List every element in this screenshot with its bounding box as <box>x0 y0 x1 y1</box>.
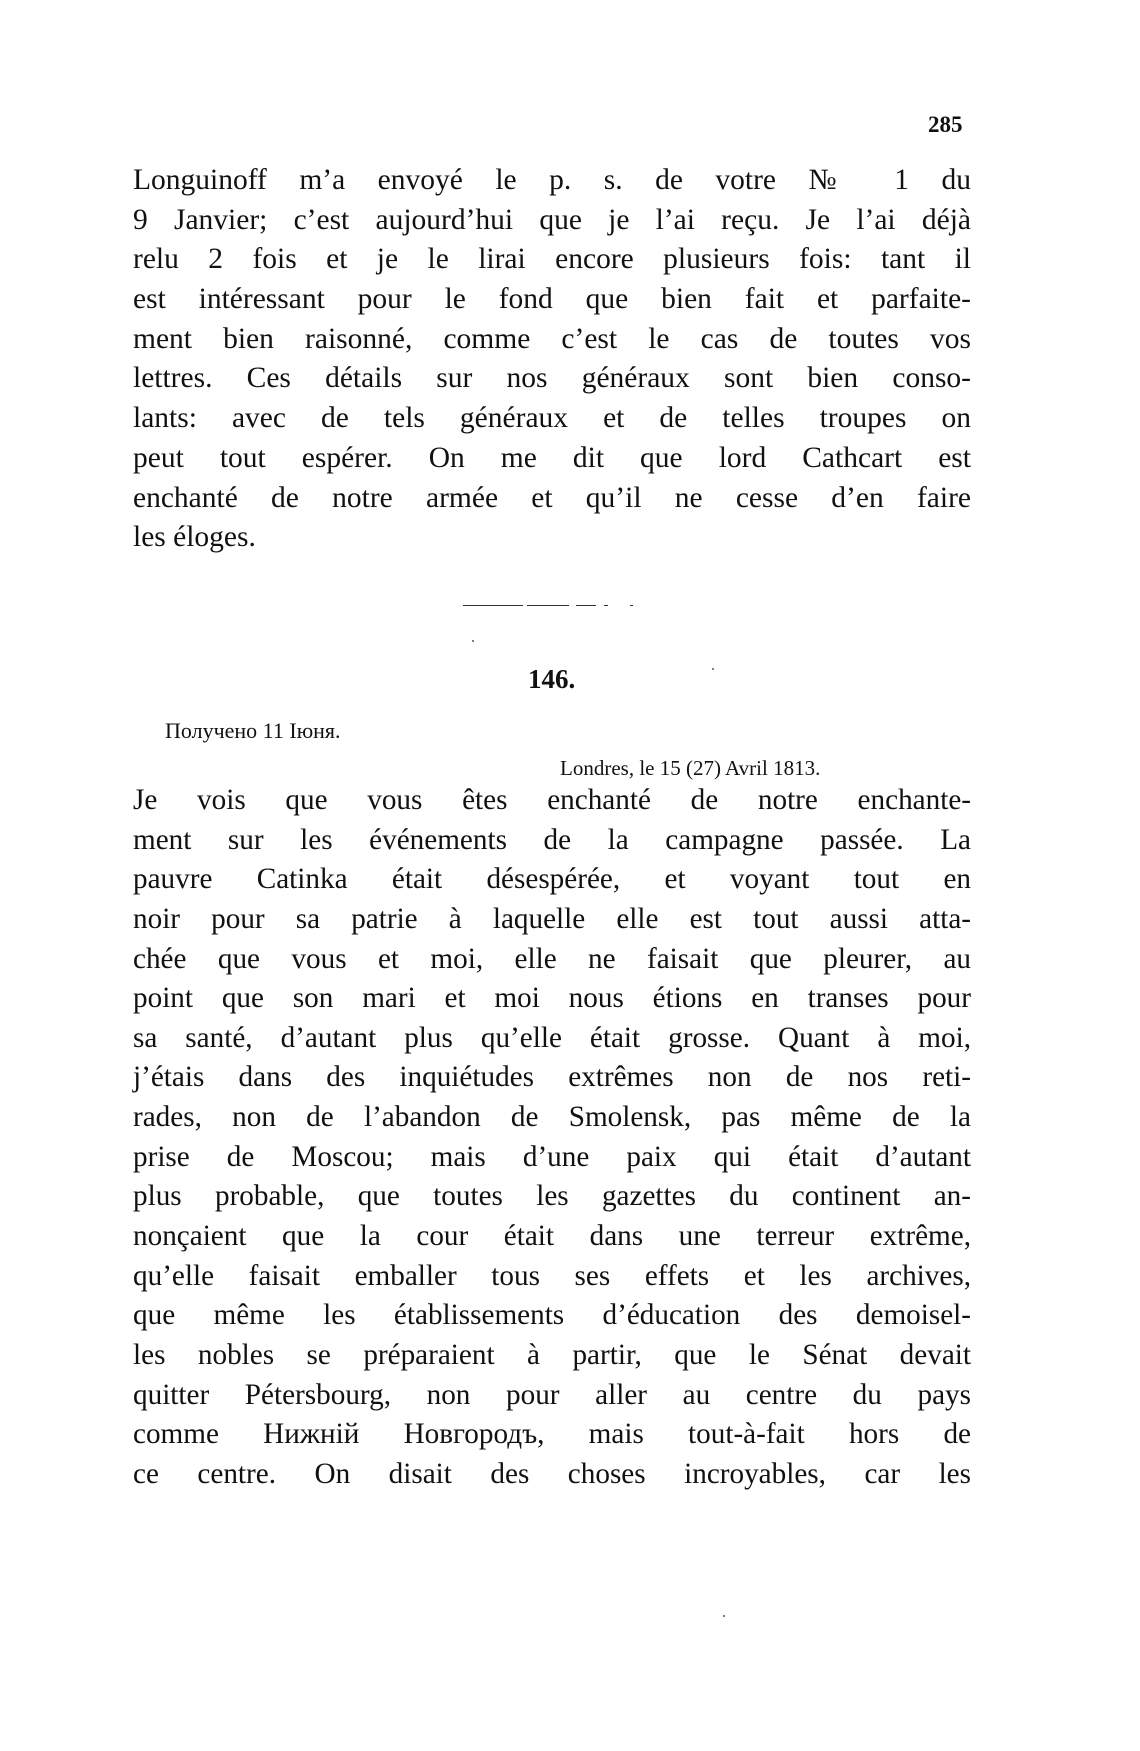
text-line: pauvre Catinka était désespérée, et voyant tout en <box>133 863 971 896</box>
text-line: noir pour sa patrie à laquelle elle est tout aussi atta- <box>133 902 971 935</box>
text-line: ce centre. On disait des choses incroyables, car les <box>133 1457 971 1490</box>
text-line: rades, non de l’abandon de Smolensk, pas même de la <box>133 1101 971 1134</box>
text-line: 9 Janvier; c’est aujourd’hui que je l’ai reçu. Je l’ai déjà <box>133 203 971 236</box>
page-number: 285 <box>928 112 963 137</box>
section-divider <box>463 603 633 609</box>
text-line: que même les établissements d’éducation des demoisel- <box>133 1299 971 1332</box>
letter-body <box>133 781 971 1495</box>
text-line: enchanté de notre armée et qu’il ne cesse d’en faire <box>133 481 971 514</box>
text-line: lettres. Ces détails sur nos généraux sont bien conso- <box>133 362 971 395</box>
text-line: relu 2 fois et je le lirai encore plusieurs fois: tant il <box>133 243 971 276</box>
text-line: Je vois que vous êtes enchanté de notre enchante- <box>133 784 971 816</box>
text-line: ment bien raisonné, comme c’est le cas de toutes vos <box>133 322 971 355</box>
ink-speck <box>712 668 714 670</box>
text-line: j’étais dans des inquiétudes extrêmes non de nos reti- <box>133 1061 971 1094</box>
text-line: Longuinoff m’a envoyé le p. s. de votre № 1 du <box>133 164 971 196</box>
text-line: plus probable, que toutes les gazettes du continent an- <box>133 1180 971 1213</box>
text-line: comme Нижній Новгородъ, mais tout-à-fait hors de <box>133 1418 971 1451</box>
ink-speck <box>723 1615 725 1617</box>
text-line: ment sur les événements de la campagne passée. La <box>133 823 971 856</box>
letter-number: 146. <box>528 664 576 694</box>
ink-speck <box>472 640 474 642</box>
text-line: quitter Pétersbourg, non pour aller au centre du pays <box>133 1378 971 1411</box>
text-line: lants: avec de tels généraux et de telles troupes on <box>133 402 971 435</box>
received-note: Получено 11 Іюня. <box>165 718 341 743</box>
text-line: qu’elle faisait emballer tous ses effets et les archives, <box>133 1259 971 1292</box>
text-line: nonçaient que la cour était dans une terreur extrême, <box>133 1220 971 1253</box>
text-line: est intéressant pour le fond que bien fait et parfaite- <box>133 283 971 316</box>
letter-dateline: Londres, le 15 (27) Avril 1813. <box>560 756 821 780</box>
continued-letter-text <box>133 161 971 558</box>
text-line: les éloges. <box>133 521 256 554</box>
text-line: sa santé, d’autant plus qu’elle était grosse. Quant à moi, <box>133 1021 971 1054</box>
text-line: chée que vous et moi, elle ne faisait que pleurer, au <box>133 942 971 975</box>
text-line: point que son mari et moi nous étions en transes pour <box>133 982 971 1015</box>
text-line: les nobles se préparaient à partir, que le Sénat devait <box>133 1338 971 1371</box>
text-line: peut tout espérer. On me dit que lord Cathcart est <box>133 441 971 474</box>
text-line: prise de Moscou; mais d’une paix qui était d’autant <box>133 1140 971 1173</box>
